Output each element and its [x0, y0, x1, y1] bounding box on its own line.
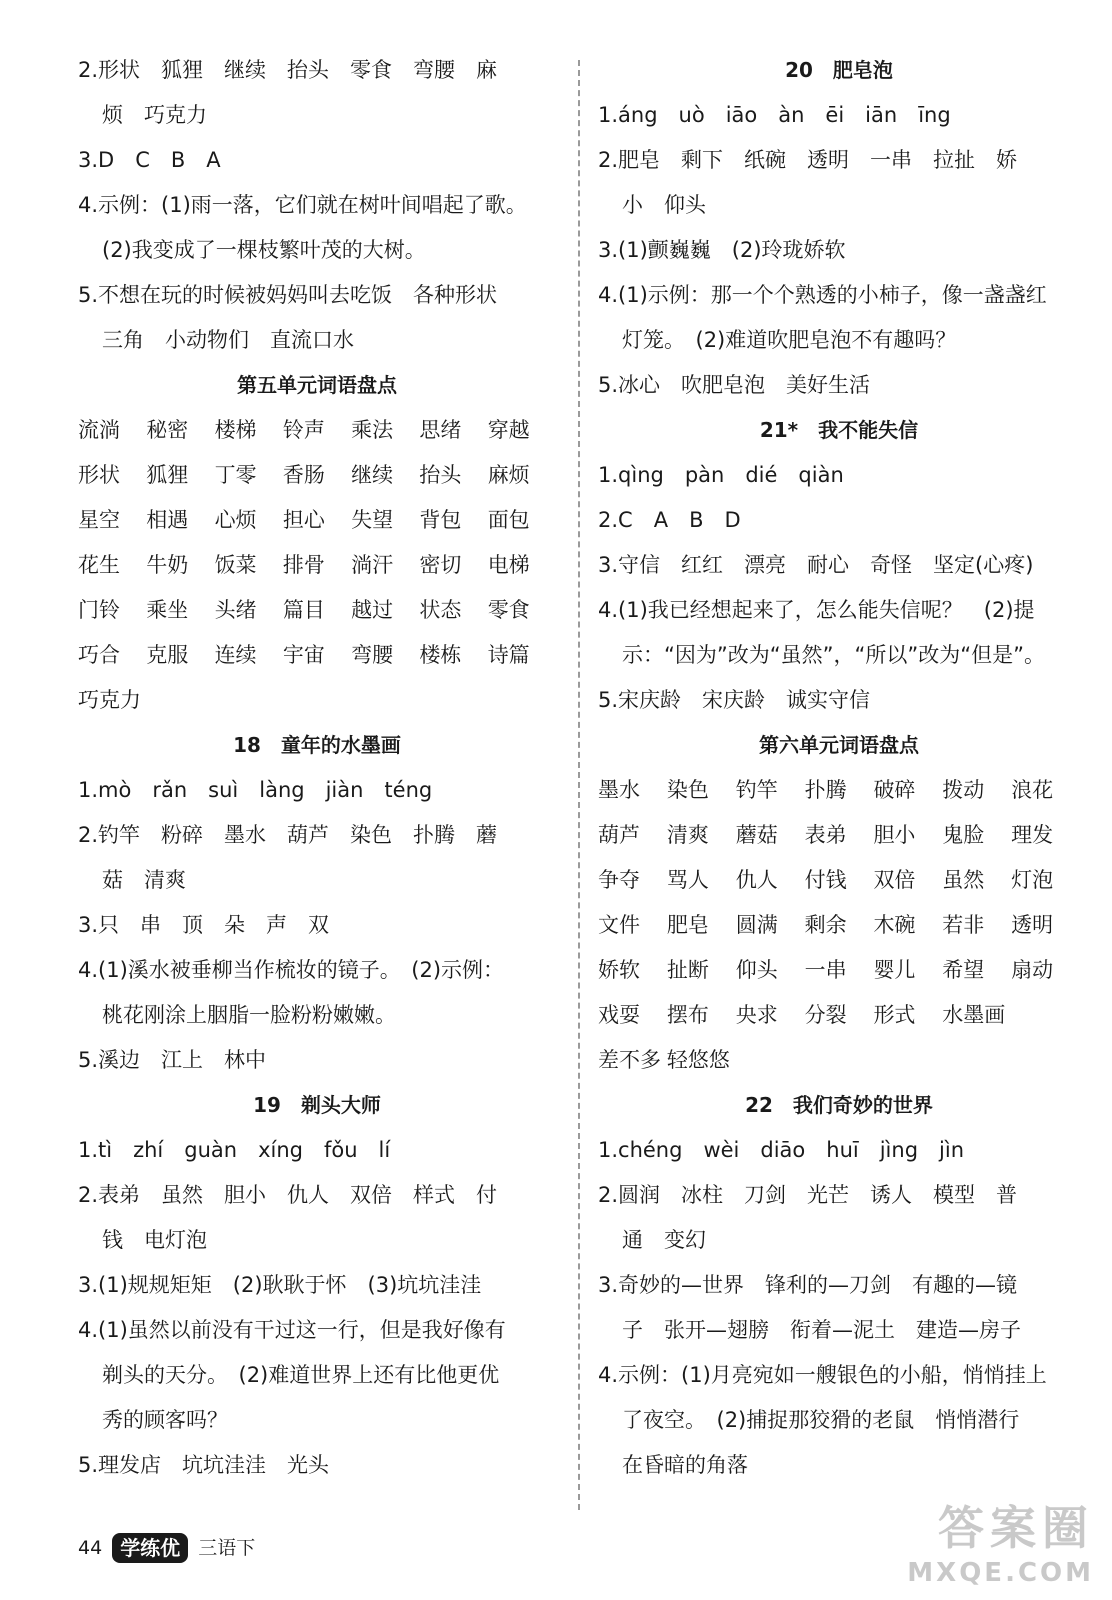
- vocab-row: [78, 678, 556, 723]
- vocab-word: 楼梯: [214, 418, 257, 442]
- answer-line: 剃头的天分。 (2)难道世界上还有比他更优: [102, 1363, 500, 1387]
- answer-line: 通 变幻: [622, 1228, 706, 1252]
- vocab-word: 牛奶: [146, 553, 189, 577]
- lesson19-title: 19 剃头大师: [253, 1093, 381, 1117]
- answer-line: 示：“因为”改为“虽然”，“所以”改为“但是”。: [622, 643, 1046, 667]
- vocab-row: [598, 948, 1080, 993]
- vocab-word: 秘密: [146, 418, 189, 442]
- vocab-word: 理发: [1011, 823, 1054, 847]
- answer-line: 1.áng uò iāo àn ēi iān īng: [598, 103, 951, 127]
- vocab-word: 狐狸: [146, 463, 189, 487]
- answer-line: 1.mò rǎn suì làng jiàn téng: [78, 778, 433, 802]
- vocab-word: 希望: [942, 958, 985, 982]
- answer-line: 烦 巧克力: [102, 103, 207, 127]
- answer-line: 子 张开—翅膀 衔着—泥土 建造—房子: [622, 1318, 1021, 1342]
- vocab-word: 形状: [78, 463, 120, 487]
- vocab-word: 状态: [419, 598, 462, 622]
- answer-line: 4.(1)示例：那一个个熟透的小柿子，像一盏盏红: [598, 283, 1047, 307]
- vocab-word: 麻烦: [487, 463, 530, 487]
- answer-line: 三角 小动物们 直流口水: [102, 328, 354, 352]
- vocab-word: 穿越: [487, 418, 530, 442]
- vocab-word: 钓竿: [735, 778, 778, 802]
- vocab-word: 形式: [873, 1003, 916, 1027]
- answer-line: 4.(1)虽然以前没有干过这一行，但是我好像有: [78, 1318, 506, 1342]
- vocab-word: [283, 678, 351, 723]
- answer-line: 3.守信 红红 漂亮 耐心 奇怪 坚定(心疼): [598, 553, 1034, 577]
- vocab-word: 透明: [1011, 913, 1054, 937]
- lesson20-title: 20 肥皂泡: [785, 58, 893, 82]
- vocab-word: 付钱: [804, 868, 847, 892]
- vocab-word: [873, 1038, 942, 1083]
- vocab-word: 破碎: [873, 778, 916, 802]
- vocab-word: 扑腾: [804, 778, 847, 802]
- vocab-word: 排骨: [282, 553, 325, 577]
- answer-line: 3.D C B A: [78, 148, 221, 172]
- vocab-word: 蘑菇: [735, 823, 778, 847]
- answer-line: 秀的顾客吗？: [102, 1408, 228, 1432]
- vocab-word: 饭菜: [214, 553, 257, 577]
- vocab-word: [736, 1038, 805, 1083]
- answer-line: 2.钓竿 粉碎 墨水 葫芦 染色 扑腾 蘑: [78, 823, 498, 847]
- vocab-word: 摆布: [666, 1003, 709, 1027]
- vocab-row: [78, 408, 556, 453]
- unit6-title: 第六单元词语盘点: [759, 733, 919, 757]
- answer-line: 2.C A B D: [598, 508, 741, 532]
- vocab-word: 巧合: [78, 643, 120, 667]
- vocab-row: [78, 543, 556, 588]
- page-footer: [78, 1528, 255, 1568]
- vocab-word: 头绪: [214, 598, 257, 622]
- answer-line: 3.只 串 顶 朵 声 双: [78, 913, 330, 937]
- right-column: [598, 48, 1080, 1488]
- answer-line: 4.示例：(1)雨一落，它们就在树叶间唱起了歌。: [78, 193, 527, 217]
- lesson18-title: 18 童年的水墨画: [233, 733, 401, 757]
- vocab-word: 水墨画: [942, 1003, 1006, 1027]
- vocab-word: 胆小: [873, 823, 916, 847]
- answer-line: 桃花刚涂上胭脂一脸粉粉嫩嫩。: [102, 1003, 396, 1027]
- answer-line: 灯笼。 (2)难道吹肥皂泡不有趣吗？: [622, 328, 957, 352]
- vocab-word: 相遇: [146, 508, 189, 532]
- vocab-word: 花生: [78, 553, 120, 577]
- vocab-word: 扇动: [1011, 958, 1054, 982]
- vocab-word: 丁零: [214, 463, 257, 487]
- vocab-word: 弯腰: [351, 643, 394, 667]
- vocab-word: 香肠: [282, 463, 325, 487]
- vocab-word: 抬头: [419, 463, 462, 487]
- vocab-word: 虽然: [942, 868, 985, 892]
- answer-line: 3.奇妙的—世界 锋利的—刀剑 有趣的—镜: [598, 1273, 1018, 1297]
- vocab-word: [419, 678, 487, 723]
- vocab-word: 灯泡: [1011, 868, 1054, 892]
- answer-line: 2.圆润 冰柱 刀剑 光芒 诱人 模型 普: [598, 1183, 1018, 1207]
- vocab-word: 葫芦: [598, 823, 640, 847]
- answer-line: 了夜空。 (2)捕捉那狡猾的老鼠 悄悄潜行: [622, 1408, 1020, 1432]
- vocab-word: 克服: [146, 643, 189, 667]
- vocab-row: [78, 588, 556, 633]
- vocab-word: 零食: [487, 598, 530, 622]
- answer-line: 5.理发店 坑坑洼洼 光头: [78, 1453, 330, 1477]
- vocab-word: 戏耍: [598, 1003, 640, 1027]
- vocab-word: 流淌: [78, 418, 120, 442]
- vocab-word: 分裂: [804, 1003, 847, 1027]
- vocab-word: 若非: [942, 913, 985, 937]
- vocab-word: 密切: [419, 553, 462, 577]
- answer-line: 2.形状 狐狸 继续 抬头 零食 弯腰 麻: [78, 58, 498, 82]
- vocab-word: 心烦: [214, 508, 257, 532]
- vocab-word: 巧克力: [78, 688, 141, 712]
- vocab-word: 仰头: [735, 958, 778, 982]
- left-column: [78, 48, 556, 1488]
- vocab-row: [598, 903, 1080, 948]
- answer-line: 在昏暗的角落: [622, 1453, 748, 1477]
- vocab-word: 诗篇: [487, 643, 530, 667]
- answer-line: (2)我变成了一棵枝繁叶茂的大树。: [102, 238, 426, 262]
- vocab-row: [78, 498, 556, 543]
- vocab-word: 差不多: [598, 1048, 661, 1072]
- vocab-word: 肥皂: [666, 913, 709, 937]
- vocab-word: 乘法: [351, 418, 394, 442]
- answer-line: 1.chéng wèi diāo huī jìng jìn: [598, 1138, 965, 1162]
- answer-line: 小 仰头: [622, 193, 706, 217]
- answer-line: 5.不想在玩的时候被妈妈叫去吃饭 各种形状: [78, 283, 498, 307]
- answer-line: 菇 清爽: [102, 868, 186, 892]
- vocab-word: 娇软: [598, 958, 640, 982]
- vocab-word: 央求: [735, 1003, 778, 1027]
- vocab-word: 越过: [351, 598, 394, 622]
- vocab-word: [146, 678, 214, 723]
- answer-line: 3.(1)规规矩矩 (2)耿耿于怀 (3)坑坑洼洼: [78, 1273, 482, 1297]
- vocab-word: 骂人: [666, 868, 709, 892]
- vocab-word: 圆满: [735, 913, 778, 937]
- vocab-word: 拨动: [942, 778, 985, 802]
- unit5-title: 第五单元词语盘点: [237, 373, 397, 397]
- lesson21-title: 21* 我不能失信: [759, 418, 919, 442]
- vocab-word: 文件: [598, 913, 640, 937]
- answer-line: 4.(1)溪水被垂柳当作梳妆的镜子。 (2)示例：: [78, 958, 505, 982]
- vocab-word: 双倍: [873, 868, 916, 892]
- vocab-word: 楼栋: [419, 643, 462, 667]
- answer-line: 2.肥皂 剩下 纸碗 透明 一串 拉扯 娇: [598, 148, 1018, 172]
- vocab-word: [1011, 1038, 1080, 1083]
- vocab-row: [598, 768, 1080, 813]
- vocab-word: 思绪: [419, 418, 462, 442]
- vocab-row: [78, 633, 556, 678]
- vocab-word: 铃声: [282, 418, 325, 442]
- vocab-word: 木碗: [873, 913, 916, 937]
- answer-line: 1.qìng pàn dié qiàn: [598, 463, 844, 487]
- vocab-word: [942, 1038, 1011, 1083]
- answer-line: 1.tì zhí guàn xíng fǒu lí: [78, 1138, 391, 1162]
- vocab-word: 继续: [351, 463, 394, 487]
- vocab-word: 墨水: [598, 778, 640, 802]
- vocab-word: 门铃: [78, 598, 120, 622]
- vocab-word: 争夺: [598, 868, 640, 892]
- vocab-word: 浪花: [1011, 778, 1054, 802]
- vocab-word: 连续: [214, 643, 257, 667]
- vocab-word: 乘坐: [146, 598, 189, 622]
- vocab-row: [598, 1038, 1080, 1083]
- answer-line: 5.宋庆龄 宋庆龄 诚实守信: [598, 688, 871, 712]
- vocab-word: 电梯: [487, 553, 530, 577]
- vocab-word: 表弟: [804, 823, 847, 847]
- vocab-word: 轻悠悠: [666, 1048, 730, 1072]
- vocab-word: [215, 678, 283, 723]
- vocab-word: [488, 678, 556, 723]
- vocab-word: [1011, 993, 1080, 1038]
- vocab-word: 婴儿: [873, 958, 916, 982]
- watermark-line2: MXQE.COM: [907, 1558, 1094, 1588]
- answer-line: 钱 电灯泡: [102, 1228, 207, 1252]
- vocab-word: [351, 678, 419, 723]
- vocab-row: [598, 993, 1080, 1038]
- book-subject: 三语下: [198, 1537, 256, 1559]
- vocab-word: 鬼脸: [942, 823, 985, 847]
- answer-line: 4.示例：(1)月亮宛如一艘银色的小船，悄悄挂上: [598, 1363, 1047, 1387]
- answer-line: 3.(1)颤巍巍 (2)玲珑娇软: [598, 238, 846, 262]
- lesson22-title: 22 我们奇妙的世界: [745, 1093, 933, 1117]
- vocab-word: 仇人: [735, 868, 778, 892]
- answer-line: 2.表弟 虽然 胆小 仇人 双倍 样式 付: [78, 1183, 498, 1207]
- vocab-word: 扯断: [666, 958, 709, 982]
- vocab-row: [78, 453, 556, 498]
- vocab-row: [598, 813, 1080, 858]
- brand-logo: 学练优: [112, 1533, 188, 1563]
- vocab-word: 星空: [78, 508, 120, 532]
- vocab-word: 一串: [804, 958, 847, 982]
- vocab-word: 剩余: [804, 913, 847, 937]
- vocab-word: 背包: [419, 508, 462, 532]
- vocab-word: 篇目: [282, 598, 325, 622]
- vocab-word: 淌汗: [351, 553, 394, 577]
- vocab-word: 失望: [351, 508, 394, 532]
- answer-line: 5.溪边 江上 林中: [78, 1048, 267, 1072]
- vocab-word: 染色: [666, 778, 709, 802]
- vocab-word: 宇宙: [282, 643, 325, 667]
- page-number: 44: [78, 1537, 103, 1559]
- vocab-row: [598, 858, 1080, 903]
- vocab-word: 面包: [487, 508, 530, 532]
- vocab-word: 清爽: [666, 823, 709, 847]
- answer-line: 4.(1)我已经想起来了，怎么能失信呢？ (2)提: [598, 598, 1035, 622]
- vocab-word: [805, 1038, 874, 1083]
- vocab-word: 担心: [282, 508, 325, 532]
- watermark: [907, 1492, 1094, 1588]
- answer-line: 5.冰心 吹肥皂泡 美好生活: [598, 373, 871, 397]
- column-divider: [578, 60, 580, 1510]
- watermark-line1: 答案圈: [938, 1501, 1094, 1555]
